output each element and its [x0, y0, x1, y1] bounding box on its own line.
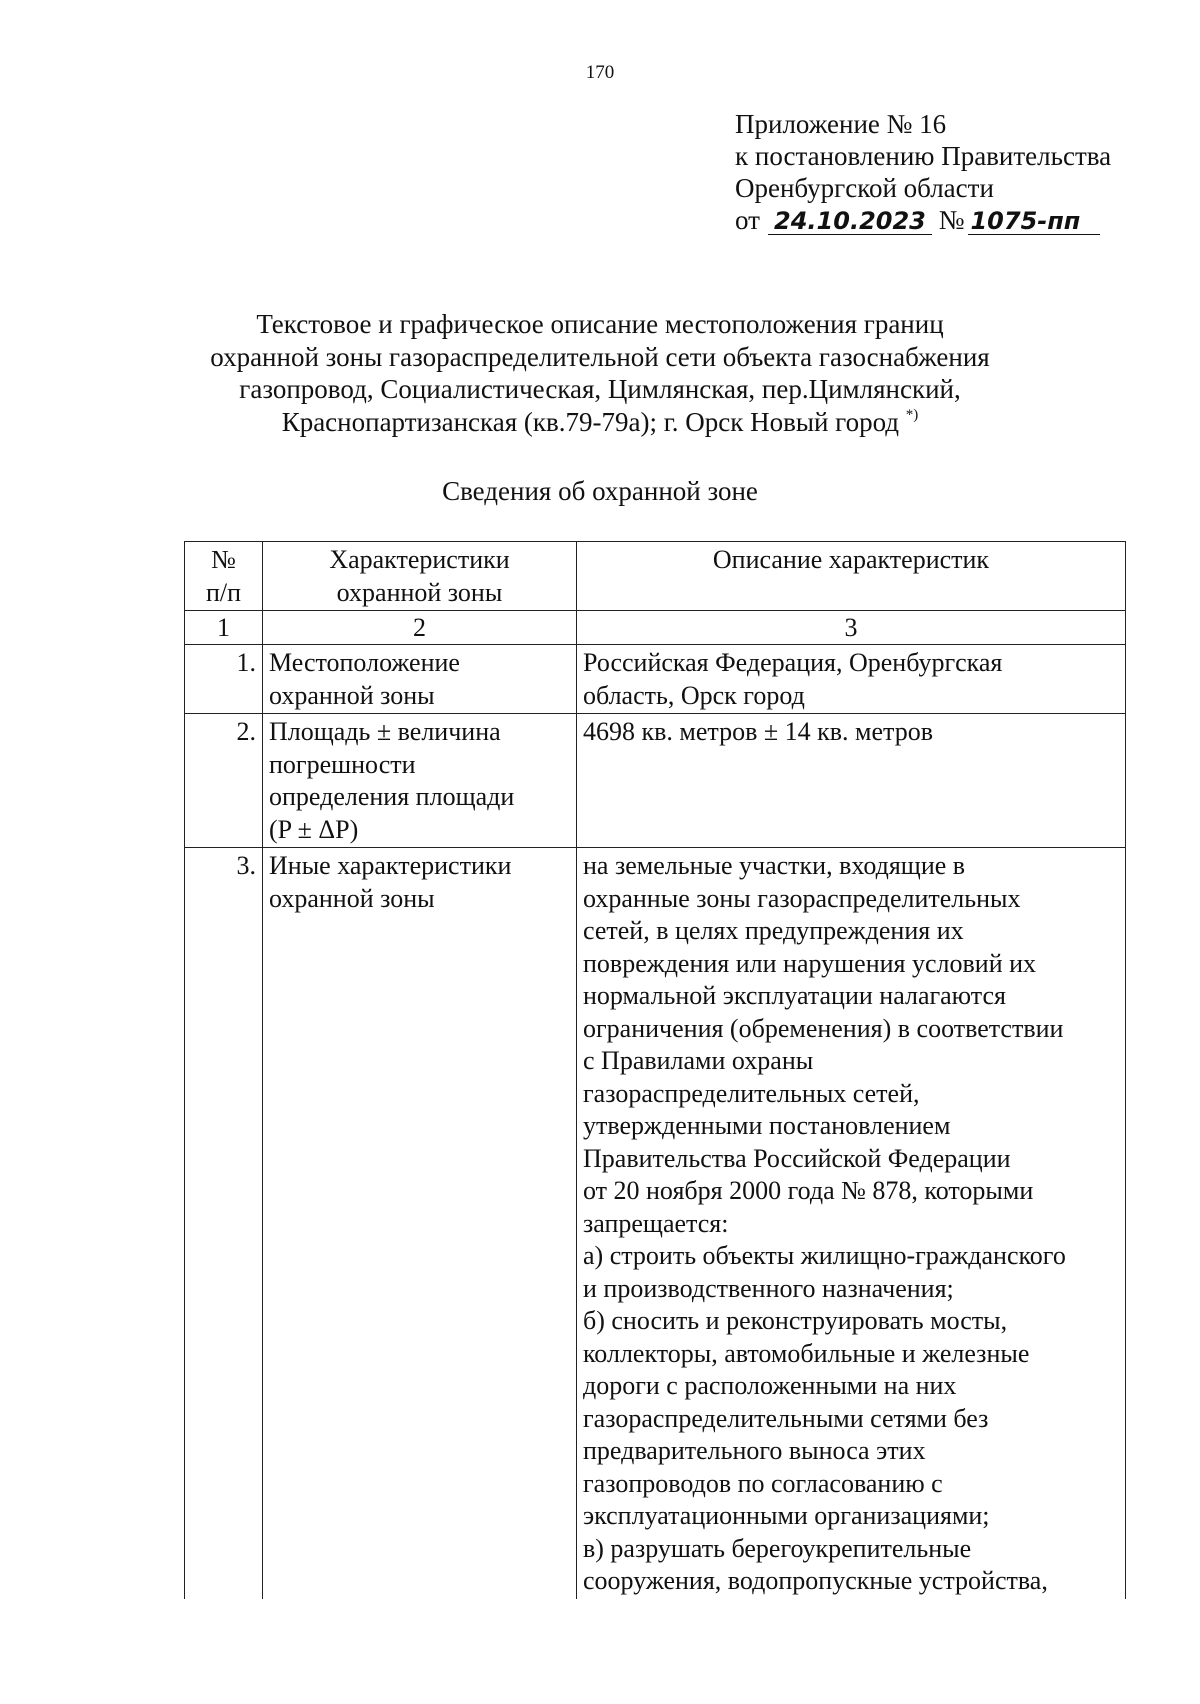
- description-line: Правительства Российской Федерации: [583, 1143, 1011, 1173]
- title-line-1: Текстовое и графическое описание местоположения границ: [256, 309, 944, 339]
- appendix-date-line: [735, 204, 1111, 236]
- description-line: охранные зоны газораспределительных: [583, 883, 1021, 913]
- row-characteristic: [263, 645, 577, 714]
- table-body: [185, 645, 1126, 1599]
- description-line: б) сносить и реконструировать мосты,: [583, 1306, 1008, 1335]
- row-characteristic: [263, 714, 577, 848]
- appendix-reference: к постановлению Правительства: [735, 141, 1112, 171]
- description-line: Российская Федерация, Оренбургская: [583, 648, 1003, 677]
- footnote-mark: *): [905, 406, 919, 423]
- description-line: от 20 ноября 2000 года № 878, которыми: [583, 1176, 1034, 1205]
- description-line: в) разрушать берегоукрепительные: [583, 1533, 972, 1563]
- description-line: нормальной эксплуатации налагаются: [583, 981, 1006, 1010]
- table-header-row: [185, 542, 1126, 611]
- characteristic-line: определения площади: [269, 782, 515, 811]
- row-characteristic: [263, 848, 577, 1599]
- description-line: на земельные участки, входящие в: [583, 851, 966, 880]
- row-description: [577, 848, 1126, 1599]
- description-line: а) строить объекты жилищно-гражданского: [583, 1241, 1066, 1270]
- number-label: №: [938, 205, 965, 235]
- table-row: [185, 645, 1126, 714]
- description-line: с Правилами охраны: [583, 1046, 814, 1075]
- title-line-4: [0, 406, 1200, 439]
- characteristic-line: погрешности: [269, 749, 416, 779]
- description-line: область, Орск город: [583, 680, 805, 710]
- title-line-4-text: Краснопартизанская (кв.79-79а); г. Орск Новый город: [281, 406, 900, 437]
- header-characteristics-line1: Характеристики: [329, 545, 510, 574]
- handwritten-number: 1075-пп: [968, 208, 1100, 235]
- title-line-3: газопровод, Социалистическая, Цимлянская, пер.Цимлянский,: [239, 374, 961, 404]
- section-title: Сведения об охранной зоне: [442, 476, 758, 506]
- characteristic-line: Площадь ± величина: [269, 717, 501, 746]
- description-line: газораспределительных сетей,: [583, 1078, 920, 1108]
- appendix-region: Оренбургской области: [735, 173, 994, 203]
- characteristic-line: Местоположение: [269, 648, 460, 677]
- row-index: 3.: [185, 848, 263, 1599]
- description-line: сетей, в целях предупреждения их: [583, 916, 964, 945]
- characteristic-line: Иные характеристики: [269, 851, 512, 880]
- numbering-cell: 3: [577, 611, 1126, 645]
- description-line: предварительного выноса этих: [583, 1436, 926, 1465]
- handwritten-date: 24.10.2023: [768, 208, 932, 235]
- numbering-cell: 2: [263, 611, 577, 645]
- description-line: ограничения (обременения) в соответствии: [583, 1013, 1064, 1043]
- characteristic-line: охранной зоны: [269, 680, 435, 710]
- header-description: Описание характеристик: [577, 542, 1126, 611]
- description-line: запрещается:: [583, 1208, 729, 1238]
- row-index: 2.: [185, 714, 263, 848]
- appendix-block: [735, 108, 1111, 236]
- description-line: газораспределительными сетями без: [583, 1403, 989, 1433]
- row-index: 1.: [185, 645, 263, 714]
- description-line: утвержденными постановлением: [583, 1111, 951, 1140]
- description-line: сооружения, водопропускные устройства,: [583, 1566, 1048, 1595]
- characteristic-line: (P ± ΔP): [269, 814, 359, 844]
- row-description: [577, 645, 1126, 714]
- header-index-line1: №: [211, 545, 236, 574]
- table-numbering-row: [185, 611, 1126, 645]
- row-description: [577, 714, 1126, 848]
- document-title: [0, 308, 1200, 438]
- table-row: [185, 848, 1126, 1599]
- header-characteristics-line2: охранной зоны: [336, 577, 503, 607]
- table-row: [185, 714, 1126, 848]
- description-line: эксплуатационными организациями;: [583, 1501, 990, 1530]
- from-label: от: [735, 205, 760, 235]
- description-line: и производственного назначения;: [583, 1273, 954, 1303]
- numbering-cell: 1: [185, 611, 263, 645]
- protection-zone-table: [184, 541, 1126, 1599]
- header-characteristics: [263, 542, 577, 611]
- page-number: 170: [585, 62, 615, 83]
- description-line: дороги с расположенными на них: [583, 1371, 957, 1400]
- description-line: повреждения или нарушения условий их: [583, 948, 1037, 978]
- header-index-line2: п/п: [205, 577, 242, 607]
- description-line: 4698 кв. метров ± 14 кв. метров: [583, 717, 933, 746]
- description-line: газопроводов по согласованию с: [583, 1468, 943, 1498]
- appendix-title: Приложение № 16: [735, 109, 947, 139]
- title-line-2: охранной зоны газораспределительной сети объекта газоснабжения: [210, 341, 990, 372]
- header-index: [185, 542, 263, 611]
- characteristic-line: охранной зоны: [269, 883, 435, 913]
- description-line: коллекторы, автомобильные и железные: [583, 1338, 1030, 1368]
